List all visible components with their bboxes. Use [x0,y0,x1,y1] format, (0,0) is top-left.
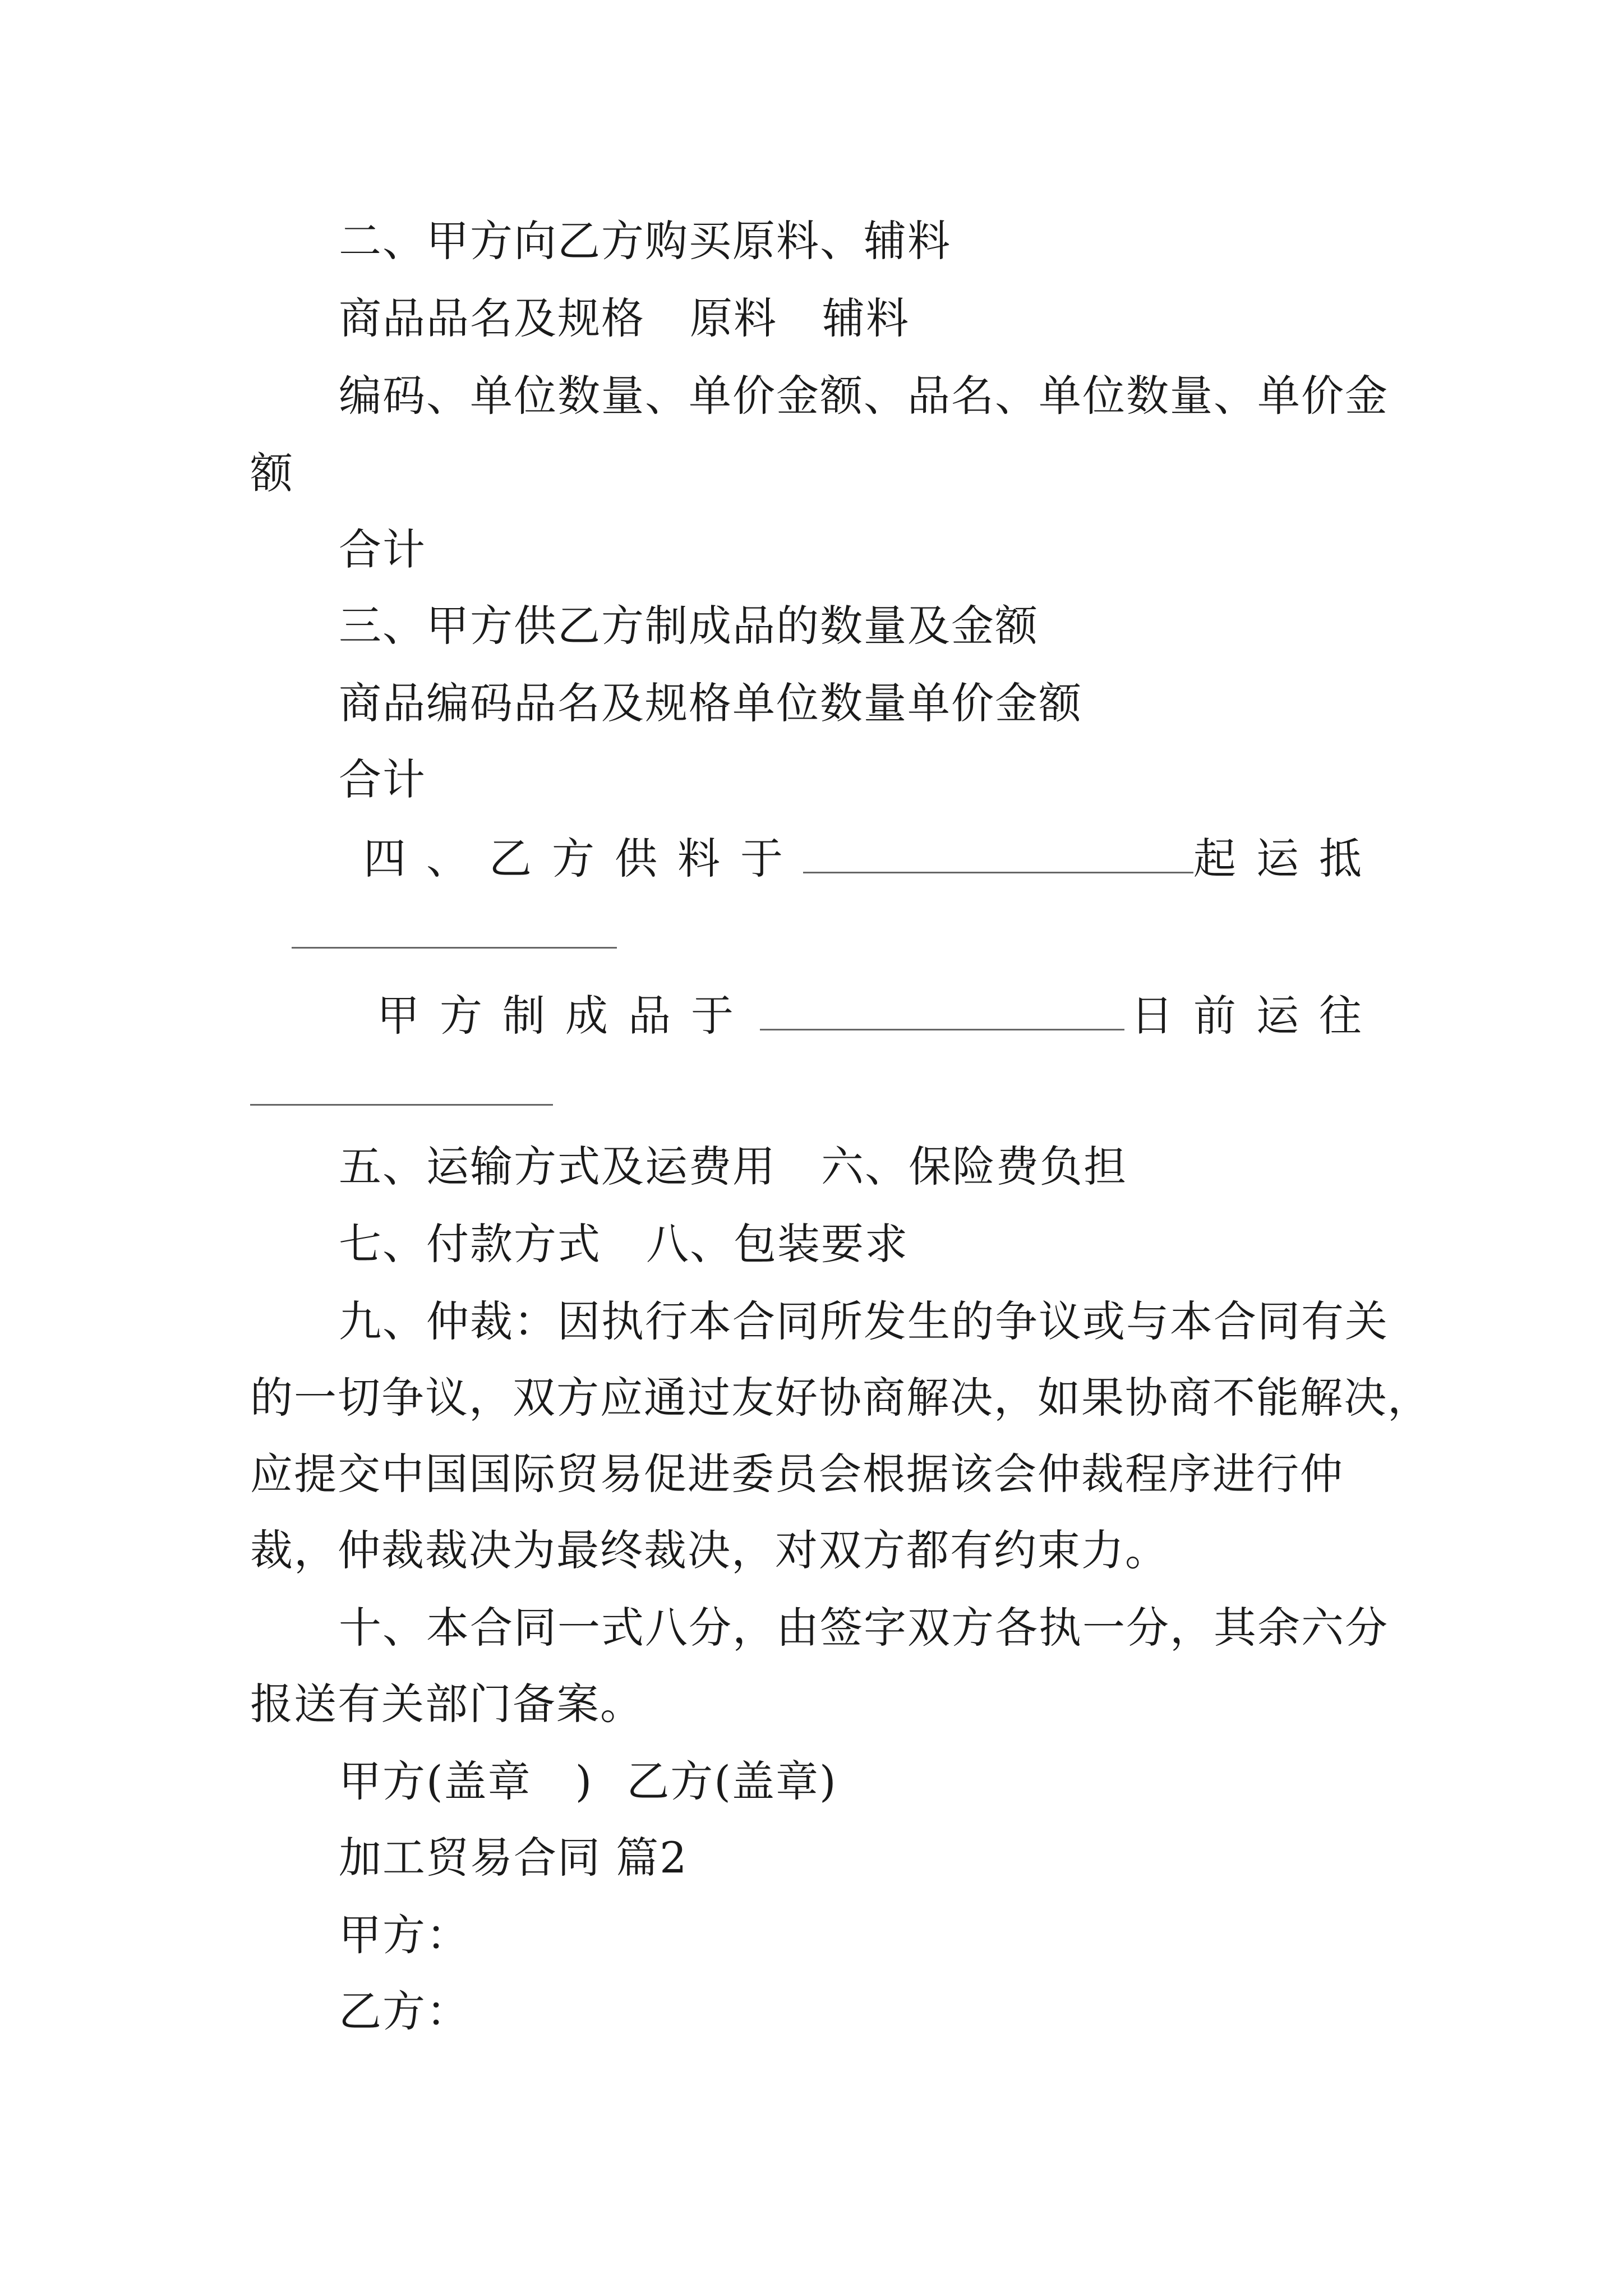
section-6-text: 六、保险费负担 [821,1142,1127,1191]
blank-field-destination-b[interactable] [250,1104,553,1106]
section-2-columns [339,293,910,343]
blank-field-delivery-date[interactable] [760,993,1124,1030]
section-7-8-line [339,1219,909,1269]
section-5-text: 五、运输方式及运费用 [339,1142,776,1191]
section-9-line-3: 应提交中国国际贸易促进委员会根据该会仲裁程序进行仲 [250,1449,1344,1499]
section-2-total: 合计 [339,524,426,574]
section-8-text: 八、包装要求 [646,1219,909,1269]
party-b-seal: 乙方(盖章) [626,1756,837,1806]
column-label-goods: 商品品名及规格 [339,293,645,343]
next-contract-title: 加工贸易合同 篇2 [339,1833,688,1883]
blank-field-supply-date[interactable] [803,836,1193,873]
section-9-line-4: 裁，仲裁裁决为最终裁决，对双方都有约束力。 [250,1525,1169,1575]
party-a-label: 甲方： [339,1910,470,1960]
section-2-fields-line-2: 额 [250,448,294,498]
section-4-a-suffix: 起运抵 [1193,834,1382,884]
column-label-auxiliary-material: 辅料 [822,293,910,343]
section-3-title: 三、甲方供乙方制成品的数量及金额 [339,601,1039,651]
section-2-title: 二、甲方向乙方购买原料、辅料 [339,216,951,266]
signature-line [339,1756,837,1806]
section-9-line-1: 九、仲裁：因执行本合同所发生的争议或与本合同有关 [339,1296,1389,1346]
section-4-b-suffix: 日前运往 [1131,991,1382,1041]
section-2-fields-line-1: 编码、单位数量、单价金额、品名、单位数量、单价金 [339,371,1389,421]
party-a-seal: 甲方(盖章 ) [339,1756,593,1806]
section-7-text: 七、付款方式 [339,1219,601,1269]
section-10-line-1: 十、本合同一式八分，由签字双方各执一分，其余六分 [339,1603,1389,1653]
section-4-line-a [363,834,1382,884]
section-5-6-line [339,1142,1127,1191]
column-label-raw-material: 原料 [690,293,777,343]
blank-field-destination-a[interactable] [292,947,617,949]
section-4-b-prefix: 甲方制成品于 [377,991,754,1041]
section-4-a-prefix: 四、乙方供料于 [363,834,803,884]
section-3-fields: 商品编码品名及规格单位数量单价金额 [339,678,1082,728]
party-b-label: 乙方： [339,1986,470,2036]
section-9-line-2: 的一切争议，双方应通过友好协商解决，如果协商不能解决， [250,1373,1431,1423]
section-10-line-2: 报送有关部门备案。 [250,1679,644,1729]
section-4-line-b [377,991,1382,1041]
section-3-total: 合计 [339,754,426,804]
